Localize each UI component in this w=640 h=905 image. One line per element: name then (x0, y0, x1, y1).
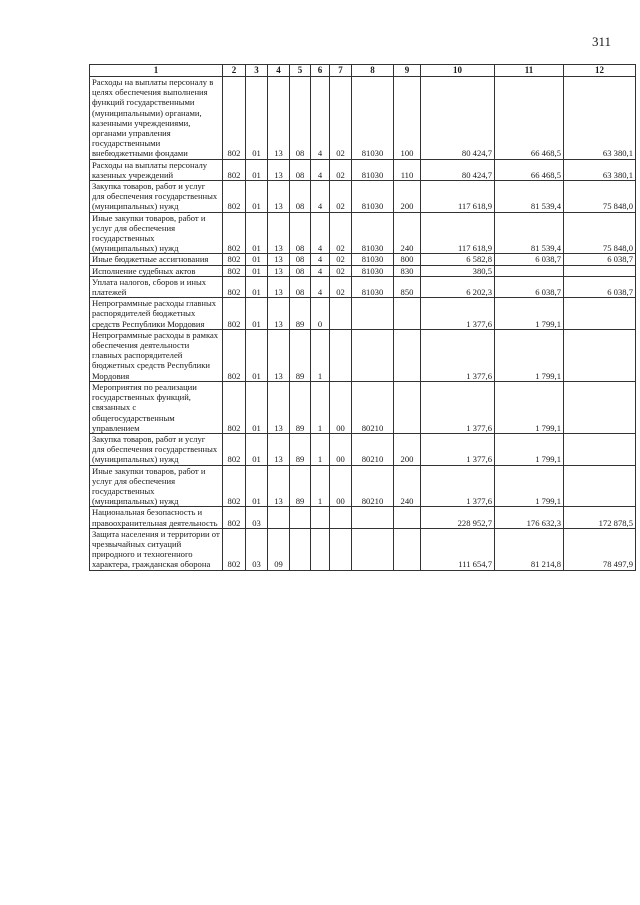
row-description: Уплата налогов, сборов и иных платежей (90, 276, 223, 297)
cell-code: 02 (330, 77, 352, 160)
cell-code (394, 298, 421, 330)
row-description: Иные закупки товаров, работ и услуг для обеспечения государственных (муниципальных) нужд (90, 212, 223, 254)
cell-code: 81030 (352, 254, 394, 265)
cell-code (330, 528, 352, 570)
cell-code: 89 (290, 329, 311, 381)
cell-amount: 66 468,5 (495, 77, 564, 160)
cell-code: 1 (311, 381, 330, 433)
cell-code: 89 (290, 381, 311, 433)
cell-code (394, 329, 421, 381)
cell-code: 13 (268, 465, 290, 507)
cell-amount: 1 377,6 (421, 465, 495, 507)
row-description: Непрограммные расходы главных распорядителей бюджетных средств Республики Мордовия (90, 298, 223, 330)
cell-amount: 117 618,9 (421, 212, 495, 254)
cell-amount: 6 038,7 (495, 254, 564, 265)
cell-code: 13 (268, 181, 290, 213)
cell-code: 800 (394, 254, 421, 265)
table-row (90, 381, 636, 433)
cell-code: 802 (223, 265, 246, 276)
cell-code: 00 (330, 465, 352, 507)
cell-amount: 6 202,3 (421, 276, 495, 297)
budget-table (89, 64, 636, 571)
cell-amount (564, 381, 636, 433)
cell-amount (495, 265, 564, 276)
cell-amount: 63 380,1 (564, 159, 636, 180)
cell-amount: 1 799,1 (495, 381, 564, 433)
cell-amount: 1 377,6 (421, 329, 495, 381)
cell-code: 802 (223, 298, 246, 330)
cell-code: 802 (223, 159, 246, 180)
table-header-row (90, 65, 636, 77)
cell-code: 802 (223, 528, 246, 570)
cell-code: 13 (268, 381, 290, 433)
cell-code: 01 (246, 265, 268, 276)
cell-code (311, 528, 330, 570)
cell-code: 01 (246, 276, 268, 297)
cell-code: 81030 (352, 265, 394, 276)
column-header: 12 (564, 65, 636, 77)
cell-code: 09 (268, 528, 290, 570)
cell-code: 02 (330, 159, 352, 180)
cell-code: 81030 (352, 159, 394, 180)
cell-code: 802 (223, 181, 246, 213)
cell-amount: 1 799,1 (495, 298, 564, 330)
cell-code: 02 (330, 212, 352, 254)
cell-amount: 80 424,7 (421, 159, 495, 180)
cell-code: 89 (290, 298, 311, 330)
row-description: Непрограммные расходы в рамках обеспечения деятельности главных распорядителей бюджетных средств Республики Мордовия (90, 329, 223, 381)
table-row (90, 298, 636, 330)
cell-code: 1 (311, 465, 330, 507)
cell-amount: 380,5 (421, 265, 495, 276)
cell-code (330, 298, 352, 330)
table-row (90, 212, 636, 254)
table-row (90, 265, 636, 276)
column-header: 8 (352, 65, 394, 77)
cell-code: 02 (330, 254, 352, 265)
cell-amount: 1 799,1 (495, 465, 564, 507)
cell-code: 01 (246, 298, 268, 330)
cell-amount: 75 848,0 (564, 212, 636, 254)
cell-code: 4 (311, 159, 330, 180)
cell-amount: 6 038,7 (495, 276, 564, 297)
cell-amount (564, 298, 636, 330)
cell-code: 81030 (352, 212, 394, 254)
table-row (90, 433, 636, 465)
cell-code: 80210 (352, 381, 394, 433)
cell-amount: 117 618,9 (421, 181, 495, 213)
cell-code: 89 (290, 433, 311, 465)
table-row (90, 181, 636, 213)
cell-code: 03 (246, 528, 268, 570)
cell-amount: 6 582,8 (421, 254, 495, 265)
table-row (90, 77, 636, 160)
cell-code: 13 (268, 212, 290, 254)
cell-amount: 81 214,8 (495, 528, 564, 570)
row-description: Расходы на выплаты персоналу в целях обеспечения выполнения функций государственными (муниципальными) органами, казенными учреждениями, органами управления государственными внебюджетными фондами (90, 77, 223, 160)
cell-amount: 75 848,0 (564, 181, 636, 213)
cell-code (290, 507, 311, 528)
cell-amount: 6 038,7 (564, 254, 636, 265)
cell-code: 802 (223, 433, 246, 465)
row-description: Расходы на выплаты персоналу казенных учреждений (90, 159, 223, 180)
cell-amount (564, 265, 636, 276)
cell-code: 110 (394, 159, 421, 180)
cell-code: 13 (268, 276, 290, 297)
column-header: 6 (311, 65, 330, 77)
row-description: Иные закупки товаров, работ и услуг для обеспечения государственных (муниципальных) нужд (90, 465, 223, 507)
cell-amount: 81 539,4 (495, 212, 564, 254)
cell-code (311, 507, 330, 528)
cell-code: 240 (394, 212, 421, 254)
cell-code: 08 (290, 77, 311, 160)
cell-code: 08 (290, 276, 311, 297)
table-row (90, 465, 636, 507)
cell-code: 02 (330, 265, 352, 276)
cell-code: 802 (223, 77, 246, 160)
cell-code (330, 329, 352, 381)
cell-code: 802 (223, 465, 246, 507)
cell-code: 01 (246, 212, 268, 254)
cell-amount: 111 654,7 (421, 528, 495, 570)
cell-code: 08 (290, 212, 311, 254)
cell-code: 00 (330, 433, 352, 465)
column-header: 7 (330, 65, 352, 77)
cell-code (394, 381, 421, 433)
column-header: 11 (495, 65, 564, 77)
cell-amount: 81 539,4 (495, 181, 564, 213)
cell-amount: 1 799,1 (495, 329, 564, 381)
cell-code (352, 298, 394, 330)
cell-code: 03 (246, 507, 268, 528)
cell-code (352, 528, 394, 570)
page-number: 311 (592, 34, 612, 49)
row-description: Закупка товаров, работ и услуг для обеспечения государственных (муниципальных) нужд (90, 181, 223, 213)
cell-code: 80210 (352, 465, 394, 507)
cell-code: 01 (246, 465, 268, 507)
cell-code: 850 (394, 276, 421, 297)
cell-code: 81030 (352, 276, 394, 297)
cell-amount: 176 632,3 (495, 507, 564, 528)
cell-code: 01 (246, 433, 268, 465)
cell-code: 13 (268, 254, 290, 265)
cell-code: 4 (311, 181, 330, 213)
cell-code: 802 (223, 276, 246, 297)
cell-code: 4 (311, 276, 330, 297)
row-description: Защита населения и территории от чрезвычайных ситуаций природного и техногенного характера, гражданская оборона (90, 528, 223, 570)
cell-code: 13 (268, 159, 290, 180)
cell-code: 4 (311, 77, 330, 160)
cell-code: 01 (246, 77, 268, 160)
cell-amount: 80 424,7 (421, 77, 495, 160)
row-description: Мероприятия по реализации государственных функций, связанных с общегосударственным управлением (90, 381, 223, 433)
cell-amount: 6 038,7 (564, 276, 636, 297)
column-header: 4 (268, 65, 290, 77)
cell-code: 89 (290, 465, 311, 507)
cell-code (290, 528, 311, 570)
row-description: Закупка товаров, работ и услуг для обеспечения государственных (муниципальных) нужд (90, 433, 223, 465)
cell-code: 13 (268, 329, 290, 381)
cell-code: 1 (311, 433, 330, 465)
cell-code: 01 (246, 329, 268, 381)
cell-code: 13 (268, 298, 290, 330)
cell-code: 01 (246, 159, 268, 180)
cell-code: 13 (268, 433, 290, 465)
cell-amount (564, 465, 636, 507)
cell-code: 02 (330, 276, 352, 297)
cell-code: 08 (290, 254, 311, 265)
cell-code: 13 (268, 77, 290, 160)
row-description: Иные бюджетные ассигнования (90, 254, 223, 265)
cell-amount: 1 377,6 (421, 433, 495, 465)
cell-code: 0 (311, 298, 330, 330)
cell-code: 01 (246, 381, 268, 433)
cell-code (394, 507, 421, 528)
cell-code: 200 (394, 181, 421, 213)
cell-code: 200 (394, 433, 421, 465)
cell-code: 802 (223, 329, 246, 381)
cell-amount: 63 380,1 (564, 77, 636, 160)
cell-code: 830 (394, 265, 421, 276)
cell-code: 802 (223, 381, 246, 433)
table-row (90, 329, 636, 381)
cell-code (330, 507, 352, 528)
cell-code: 01 (246, 181, 268, 213)
cell-amount (564, 433, 636, 465)
cell-code: 13 (268, 265, 290, 276)
cell-code: 100 (394, 77, 421, 160)
column-header: 2 (223, 65, 246, 77)
cell-code: 00 (330, 381, 352, 433)
table-row (90, 254, 636, 265)
cell-amount: 172 878,5 (564, 507, 636, 528)
cell-amount: 1 377,6 (421, 298, 495, 330)
column-header: 1 (90, 65, 223, 77)
cell-amount: 66 468,5 (495, 159, 564, 180)
table-row (90, 507, 636, 528)
cell-amount: 1 799,1 (495, 433, 564, 465)
cell-code: 81030 (352, 181, 394, 213)
cell-code: 08 (290, 181, 311, 213)
cell-amount: 78 497,9 (564, 528, 636, 570)
cell-code: 01 (246, 254, 268, 265)
cell-code: 02 (330, 181, 352, 213)
cell-code: 802 (223, 212, 246, 254)
column-header: 5 (290, 65, 311, 77)
cell-amount: 1 377,6 (421, 381, 495, 433)
cell-code: 4 (311, 212, 330, 254)
cell-code: 4 (311, 254, 330, 265)
cell-code: 4 (311, 265, 330, 276)
row-description: Национальная безопасность и правоохранительная деятельность (90, 507, 223, 528)
cell-code: 802 (223, 254, 246, 265)
table-row (90, 159, 636, 180)
cell-code (352, 329, 394, 381)
cell-code: 240 (394, 465, 421, 507)
column-header: 9 (394, 65, 421, 77)
cell-code (394, 528, 421, 570)
table-row (90, 276, 636, 297)
cell-code: 08 (290, 159, 311, 180)
cell-code (268, 507, 290, 528)
cell-amount: 228 952,7 (421, 507, 495, 528)
cell-code: 1 (311, 329, 330, 381)
cell-code: 81030 (352, 77, 394, 160)
table-row (90, 528, 636, 570)
cell-code: 80210 (352, 433, 394, 465)
column-header: 3 (246, 65, 268, 77)
cell-code: 802 (223, 507, 246, 528)
row-description: Исполнение судебных актов (90, 265, 223, 276)
column-header: 10 (421, 65, 495, 77)
cell-code (352, 507, 394, 528)
cell-code: 08 (290, 265, 311, 276)
cell-amount (564, 329, 636, 381)
